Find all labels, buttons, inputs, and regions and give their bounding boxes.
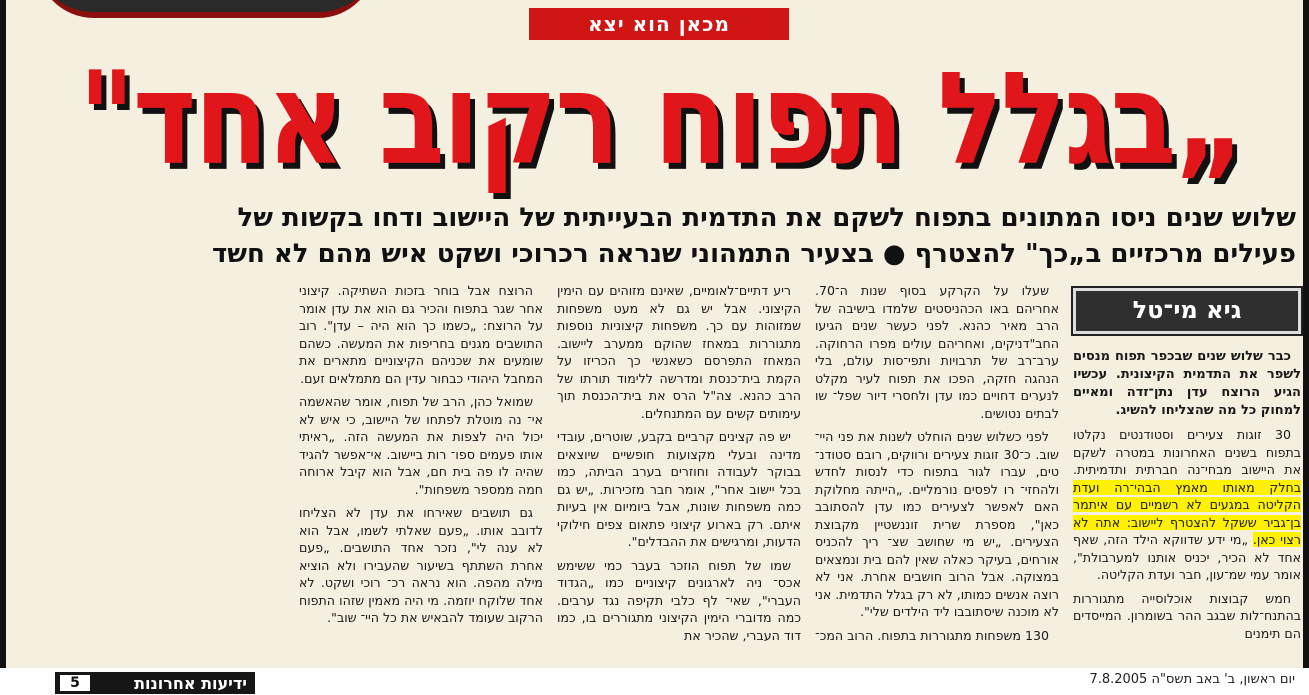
paragraph: ריע דתיים־לאומיים, שאינם מזוהים עם הימין הקיצוני. אבל יש גם לא מעט משפחות שמזוהות עם כך. משפחות קיצוניות נוספות מתגוררות במאחז שהוקם ממערב ליישוב. המאחז התפרסם כשאנשי כך הכריזו על הקמת בית־כנסת ומדרשה ללימוד תורתו של הרב כהנא. צה"ל הרס את בית־הכנסת תוך עימותים קשים עם המתנחלים. — [557, 283, 801, 421]
masthead-title: ידיעות אחרונות — [134, 673, 247, 693]
paragraph-text: 30 זוגות צעירים וסטודנטים נקלטו בתפוח בשנים האחרונות במטרה לשקם את היישוב מבחי־נה חברתית ותדמיתית. — [1073, 427, 1301, 477]
page-number: 5 — [60, 675, 90, 691]
paragraph: הרוצח אבל בוחר בזכות השתיקה. קיצוני אחר שגר בתפוח והכיר גם הוא את עדן אומר על הרוצח: „כשמו כך הוא היה – עדן". רוב התושבים מגנים בחריפות את המעשה. כשהם שומעים את שכניהם הקיצוניים מתארים את המחבל היהודי כבחור עדין הם מתמלאים זעם. — [299, 283, 543, 386]
paragraph: יש פה קצינים קרביים בקבע, שוטרים, עובדי מדינה ובעלי מקצועות חופשיים שיוצאים בבוקר לעבודה וחוזרים בערב הביתה, כמו בכל יישוב אחר", אומר חבר מזכירות. „יש גם כמה משפחות שונות, אבל ביומיום אין בעיות איתם. רק בארוע קיצוני פתאום צפים חילוקי הדעות, ומרגישים את ההבדלים". — [557, 429, 801, 549]
paragraph: 130 משפחות מתגוררות בתפוח. הרוב המכ־ — [815, 627, 1049, 643]
article-column-3 — [557, 282, 801, 643]
paragraph — [1073, 426, 1301, 584]
subhead-line-1: שלוש שנים ניסו המתונים בתפוח לשקם את התדמית הבעייתית של היישוב ודחו בקשות של — [237, 203, 1296, 233]
paragraph: שמואל כהן, הרב של תפוח, אומר שהאשמה אי־ נה מוטלת לפתחו של היישוב, כי איש לא יכול היה לצפות את המעשה הזה. „ראיתי אותו פעמים ספו־ רות ביישוב. אי־אפשר להגיד שהיה לו פה בית חם, אבל הוא קיבל ארוחה חמה ממספר משפחות". — [299, 394, 543, 497]
lead-paragraph: כבר שלוש שנים שבכפר תפוח מנסים לשפר את התדמית הקיצונית. עכשיו הגיע הרוצח עדן נתן־זדה ומאיים למחוק כל מה שהצליחו להשיג. — [1073, 349, 1301, 418]
dateline: יום ראשון, ב' באב תשס"ה 7.8.2005 — [1089, 672, 1295, 687]
byline: גיא מי־טל — [1073, 288, 1301, 334]
subheadline — [36, 200, 1296, 272]
highlighted-passage: בחלק מאותו מאמץ הבהי־רה ועדת הקליטה במגעים לא רשמיים עם איתמר בן־גביר ששקל להצטרף ליישוב: אתה לא רצוי כאן. — [1073, 479, 1301, 547]
article-columns — [61, 282, 1301, 643]
kicker-label: מכאן הוא יצא — [529, 8, 789, 40]
article-column-2 — [815, 282, 1059, 643]
decorative-arc — [36, 0, 376, 18]
paragraph: שעלו על הקרקע בסוף שנות ה־70. אחריהם באו הכהניסטים שלמדו בישיבה של הרב מאיר כהנא. לפני כעשר שנים הגיעו החב"דניקים, ואחריהם עולים מפרו הרחוקה. ערב־רב של תרבויות ותפי־סות עולם, בלי הנהגה חזקה, הפכו את תפוח לעיר מקלט לנערים דחויים כמו עדן ולחסרי דיור שפל־ שו לבתים נטושים. — [815, 283, 1059, 421]
paragraph: שמו של תפוח הוזכר בעבר כמי ששימש אכס־ ניה לארגונים קיצוניים כמו „הגדוד העברי", שאי־ לף כלבי תקיפה נגד ערבים. כמה מדוברי הימין הקיצוני מתגוררים בו, כמו דוד העברי, שהכיר את — [557, 557, 801, 643]
paragraph: לפני כשלוש שנים הוחלט לשנות את פני היי־ שוב. כ־30 זוגות צעירים ורווקים, רובם סטודנ־ טים, עברו לגור בתפוח כדי לנסות לחדש ולהחזי־ רו לפסים נורמליים. „הייתה מחלוקת האם לאפשר לצעירים כמו עדן להסתובב כאן", מספרת שרית זוננשטיין מקבוצת הצעירים. „יש מי שחושב שצ־ ריך להכניס אורחים, בעיקר כאלה שאין להם בית ונמצאים במצוקה. אבל הרוב חושבים אחרת. אני לא רוצה אנשים כמותו, לא רק בגלל התדמית. אני לא מוכנה שיסתובבו ליד הילדים שלי". — [815, 429, 1059, 619]
article-column-1 — [1073, 282, 1301, 641]
headline: „בגלל תפוח רקוב אחד" — [78, 45, 1244, 194]
subhead-line-2: פעילים מרכזיים ב„כך" להצטרף ● בצעיר התמהוני שנראה רכרוכי ושקט איש מהם לא חשד — [211, 239, 1296, 269]
paragraph: גם תושבים שאירחו את עדן לא הצליחו לדובב אותו. „פעם שאלתי לשמו, אבל הוא לא ענה לי", נזכר אחד התושבים. „פעם אחרת השתתף בשיעור שהעבירו ולא הוציא מילה מהפה. הוא נראה רכ־ רוכי ושקט. לא אחד שלוקח יוזמה. מי היה מאמין שזהו התפוח הרקוב שעומד להבאיש את כל היי־ שוב". — [299, 505, 543, 625]
article-column-4 — [299, 282, 543, 632]
paragraph: חמש קבוצות אוכלוסייה מתגוררות בהתנח־לות שבגב ההר בשומרון. המייסדים הם תימנים — [1073, 590, 1301, 641]
paragraph-text: „מי ידע שדווקא הילד הזה, שאף אחד לא הכיר, יכניס אותנו למערבולת", אומר עמי שמ־עון, חבר ועדת הקליטה. — [1073, 532, 1301, 582]
